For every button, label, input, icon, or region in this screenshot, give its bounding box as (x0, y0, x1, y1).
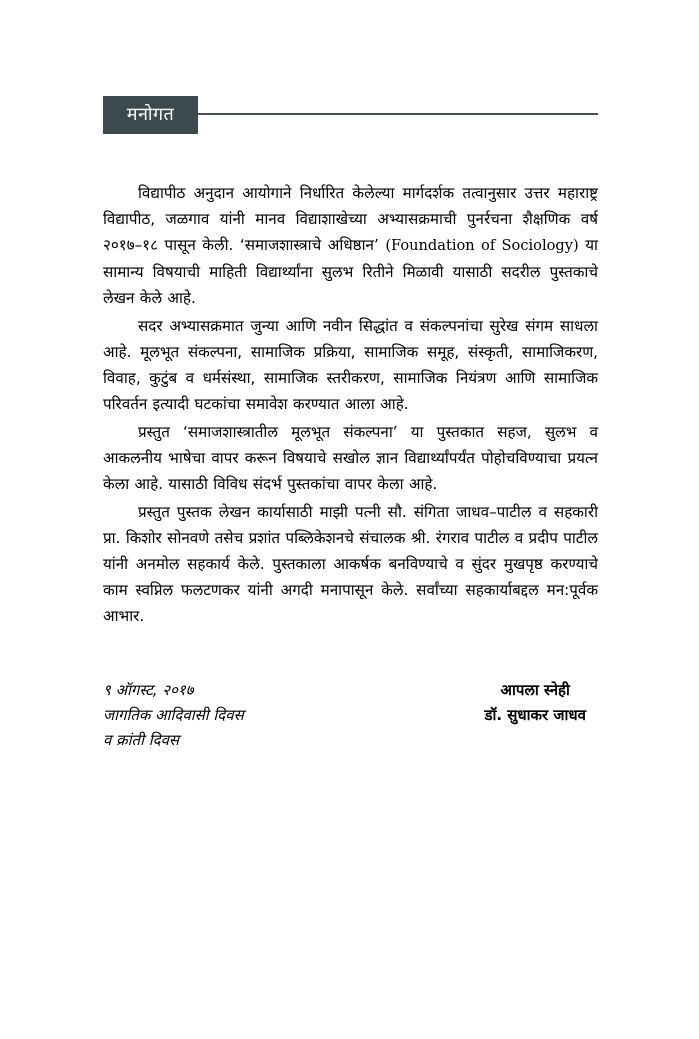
signature-author-block (484, 678, 598, 728)
signature-date: ९ ऑगस्ट, २०१७ (103, 681, 194, 699)
paragraph-3 (103, 419, 598, 497)
paragraph-4-text: प्रस्तुत पुस्तक लेखन कार्यासाठी माझी पत्नी सौ. संगिता जाधव–पाटील व सहकारी प्रा. किशोर सोनवणे तसेच प्रशांत पब्लिकेशनचे संचालक श्री. रंगराव पाटील व प्रदीप पाटील यांनी अनमोल सहकार्य केले. पुस्तकाला आकर्षक बनविण्याचे व सुंदर मुखपृष्ठ करण्याचे काम स्वप्निल फलटणकर यांनी अगदी मनापासून केले. सर्वांच्या सहकार्याबद्दल मन:पूर्वक आभार. (103, 503, 598, 625)
paragraph-1-segment-3: या सामान्य विषयाची माहिती विद्यार्थ्यांना सुलभ रितीने मिळावी यासाठी सदरील पुस्तकाचे लेखन केले आहे. (103, 236, 598, 307)
body-text-block (103, 180, 598, 629)
signature-closing: आपला स्नेही (500, 681, 570, 699)
signature-dateline (103, 678, 244, 753)
paragraph-1-latin-term: (Foundation of Sociology) (385, 237, 579, 254)
paragraph-3-text: प्रस्तुत ‘समाजशास्त्रातील मूलभूत संकल्पना’ या पुस्तकात सहज, सुलभ व आकलनीय भाषेचा वापर करून विषयाचे सखोल ज्ञान विद्यार्थ्यांपर्यंत पोहोचविण्याचा प्रयत्न केला आहे. यासाठी विविध संदर्भ पुस्तकांचा वापर केला आहे. (103, 423, 598, 493)
section-title: मनोगत (126, 104, 175, 125)
signature-occasion-line-1: जागतिक आदिवासी दिवस (103, 706, 244, 724)
paragraph-1-segment-1: विद्यापीठ अनुदान आयोगाने निर्धारित केलेल्या मार्गदर्शक तत्वानुसार उत्तर महाराष्ट्र विद्यापीठ, जळगाव यांनी मानव विद्याशाखेच्या अभ्यासक्रमाची पुनर्रचना शैक्षणिक वर्ष २०१७–१८ पासून केली. ‘समाजशास्त्राचे अधिष्ठान’ (103, 184, 598, 254)
signature-occasion-line-2: व क्रांती दिवस (103, 731, 180, 749)
signature-block (103, 678, 598, 753)
paragraph-2 (103, 313, 598, 417)
header-rule (195, 113, 598, 115)
section-header (103, 96, 598, 134)
signature-author-name: डॉ. सुधाकर जाधव (484, 706, 586, 724)
section-header-tab (103, 96, 198, 134)
paragraph-1 (103, 180, 598, 311)
paragraph-2-text: सदर अभ्यासक्रमात जुन्या आणि नवीन सिद्धांत व संकल्पनांचा सुरेख संगम साधला आहे. मूलभूत संकल्पना, सामाजिक प्रक्रिया, सामाजिक समूह, संस्कृती, सामाजिकरण, विवाह, कुटुंब व धर्मसंस्था, सामाजिक स्तरीकरण, सामाजिक नियंत्रण आणि सामाजिक परिवर्तन इत्यादी घटकांचा समावेश करण्यात आला आहे. (103, 317, 598, 413)
paragraph-4 (103, 499, 598, 629)
